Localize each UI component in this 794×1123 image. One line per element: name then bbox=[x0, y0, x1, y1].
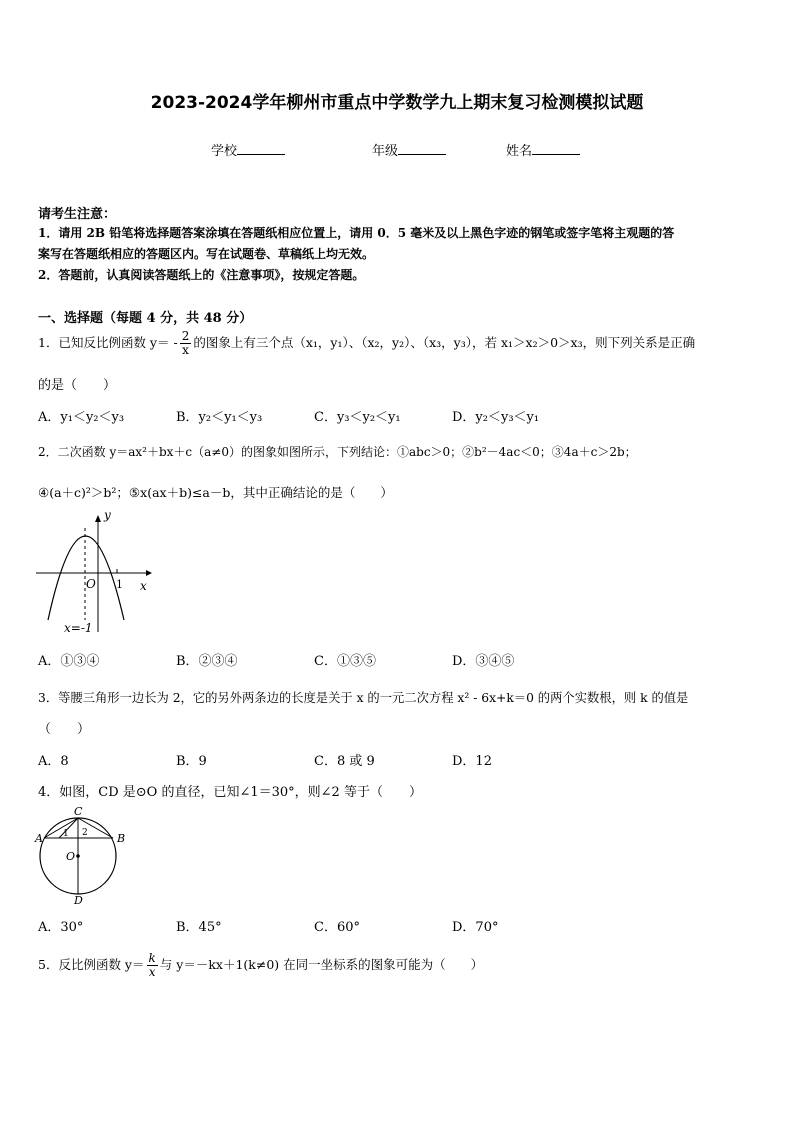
q2-x-label: x bbox=[140, 579, 147, 593]
q1-frac-num: 2 bbox=[181, 329, 190, 343]
q1-option-c[interactable]: C．y₃＜y₂＜y₁ bbox=[314, 410, 401, 425]
q2-stem-line1: 2．二次函数 y＝ax²＋bx＋c（a≠0）的图象如图所示，下列结论：①abc＞0；②b²－4ac＜0；③4a＋c＞2b； bbox=[38, 445, 637, 459]
q1-option-d[interactable]: D．y₂＜y₃＜y₁ bbox=[452, 410, 540, 425]
q5-prefix: 5．反比例函数 y＝ bbox=[38, 957, 145, 972]
q3-option-d[interactable]: D．12 bbox=[452, 754, 492, 769]
q2-x-arrow bbox=[146, 570, 152, 576]
section-heading: 一、选择题（每题 4 分，共 48 分） bbox=[38, 311, 253, 326]
q4-option-c[interactable]: C．60° bbox=[314, 920, 360, 935]
q4-angle-2: 2 bbox=[82, 828, 88, 838]
grade-label: 年级 bbox=[372, 144, 399, 159]
page-title: 2023-2024学年柳州市重点中学数学九上期末复习检测模拟试题 bbox=[150, 93, 644, 113]
name-field bbox=[506, 140, 580, 159]
q1-fraction bbox=[180, 330, 192, 357]
q1-option-a[interactable]: A．y₁＜y₂＜y₃ bbox=[38, 410, 125, 425]
q2-y-arrow bbox=[95, 515, 101, 522]
q4-option-d[interactable]: D．70° bbox=[452, 920, 499, 935]
school-label: 学校 bbox=[211, 144, 238, 159]
q5-fraction bbox=[147, 952, 158, 979]
notice-line-2: 案写在答题纸相应的答题区内。写在试题卷、草稿纸上均无效。 bbox=[38, 247, 375, 261]
q4-angle-1: 1 bbox=[63, 829, 69, 839]
q4-stem: 4．如图，CD 是⊙O 的直径，已知∠1＝30°，则∠2 等于（ ） bbox=[38, 785, 422, 800]
q1-suffix: 的图象上有三个点（x₁，y₁）、（x₂，y₂）、（x₃，y₃），若 x₁＞x₂＞0＞x₃，则下列关系是正确 bbox=[193, 335, 696, 350]
school-field bbox=[211, 140, 285, 159]
q1-frac-den: x bbox=[182, 343, 189, 357]
q3-stem-line1: 3．等腰三角形一边长为 2，它的另外两条边的长度是关于 x 的一元二次方程 x² - 6x+k＝0 的两个实数根，则 k 的值是 bbox=[38, 691, 689, 705]
q2-origin-label: O bbox=[86, 577, 96, 591]
q4-option-b[interactable]: B．45° bbox=[176, 920, 222, 935]
q4-label-a: A bbox=[35, 832, 43, 845]
notice-line-1: 1．请用 2B 铅笔将选择题答案涂填在答题纸相应位置上，请用 0．5 毫米及以上黑色字迹的钢笔或签字笔将主观题的答 bbox=[38, 226, 675, 240]
q3-option-c[interactable]: C．8 或 9 bbox=[314, 754, 375, 769]
q1-stem bbox=[38, 330, 695, 357]
school-blank[interactable] bbox=[237, 142, 285, 155]
q3-option-a[interactable]: A．8 bbox=[38, 754, 69, 769]
notice-line-3: 2．答题前，认真阅读答题纸上的《注意事项》，按规定答题。 bbox=[38, 268, 365, 282]
q4-center-point bbox=[76, 854, 80, 858]
q4-option-a[interactable]: A．30° bbox=[38, 920, 84, 935]
q1-prefix: 1．已知反比例函数 y＝ - bbox=[38, 335, 178, 350]
q2-option-c[interactable]: C．①③⑤ bbox=[314, 654, 376, 669]
q3-stem-line2: （ ） bbox=[38, 722, 91, 737]
q3-option-b[interactable]: B．9 bbox=[176, 754, 207, 769]
q2-one-label: 1 bbox=[116, 578, 123, 591]
q2-symmetry-label: x=-1 bbox=[64, 621, 93, 635]
name-blank[interactable] bbox=[532, 142, 580, 155]
q2-option-b[interactable]: B．②③④ bbox=[176, 654, 238, 669]
q4-label-c: C bbox=[74, 805, 83, 818]
q2-stem-line2: ④(a＋c)²＞b²；⑤x(ax＋b)≤a－b，其中正确结论的是（ ） bbox=[38, 485, 393, 500]
notice-heading: 请考生注意： bbox=[38, 207, 117, 222]
q4-label-b: B bbox=[117, 832, 126, 845]
q1-option-b[interactable]: B．y₂＜y₁＜y₃ bbox=[176, 410, 263, 425]
name-label: 姓名 bbox=[506, 144, 533, 159]
q4-line-ac bbox=[44, 818, 78, 838]
q4-label-d: D bbox=[74, 894, 83, 907]
q5-frac-num: k bbox=[148, 951, 156, 965]
q5-suffix: 与 y＝－kx＋1(k≠0) 在同一坐标系的图象可能为（ ） bbox=[159, 957, 484, 972]
q4-circle-figure bbox=[34, 805, 134, 907]
q2-y-label: y bbox=[104, 510, 111, 522]
q2-option-a[interactable]: A．①③④ bbox=[38, 654, 100, 669]
q1-stem-line2: 的是（ ） bbox=[38, 378, 117, 393]
q4-label-o: O bbox=[66, 850, 76, 863]
q5-stem bbox=[38, 952, 483, 979]
q5-frac-den: x bbox=[148, 965, 156, 979]
grade-blank[interactable] bbox=[398, 142, 446, 155]
q2-parabola-figure bbox=[34, 510, 164, 638]
grade-field bbox=[372, 140, 446, 159]
q2-option-d[interactable]: D．③④⑤ bbox=[452, 654, 515, 669]
